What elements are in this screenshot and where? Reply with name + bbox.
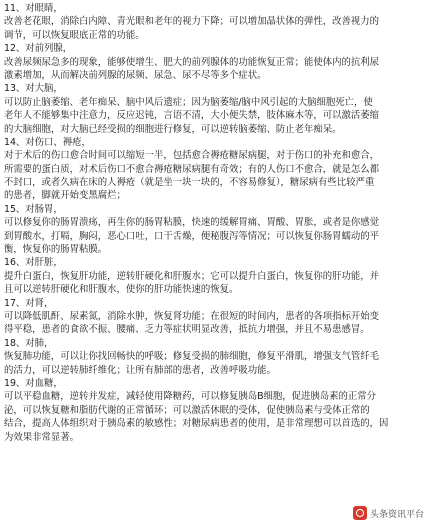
section-prostate <box>4 42 430 82</box>
paragraph-line: 调节，可以恢复眼底正常的功能。 <box>4 29 145 41</box>
paragraph-line: 泌，可以恢复糖和脂肪代谢的正常循环；可以激活休眠的受体，促使胰岛素与受体正常的 <box>4 404 370 416</box>
section-wounds <box>4 136 430 203</box>
section-heading: 17、对肾， <box>4 297 54 309</box>
paragraph-line: 对于术后的伤口愈合时间可以缩短一半，包括愈合褥疮糖尿病腿，对于伤口的补充和愈合， <box>4 150 380 162</box>
paragraph-line: 为效果非常显著。 <box>4 431 80 443</box>
paragraph-line: 衡，恢复你的肠胃粘膜。 <box>4 244 108 256</box>
section-heading: 12、对前列腺， <box>4 43 73 55</box>
paragraph-line: 不封口，或者久病在床的人褥疮（就是坐一块一块的，不容易修复），糖尿病有些比较严重 <box>4 177 375 189</box>
section-stomach <box>4 203 430 257</box>
paragraph-line: 且可以逆转肝硬化和肝腹水，使你的肝功能快速的恢复。 <box>4 284 239 296</box>
section-eyes <box>4 2 430 42</box>
section-heading: 15、对肠胃， <box>4 203 63 215</box>
toutiao-logo-icon <box>353 506 367 520</box>
paragraph-line: 可以防止脑萎缩、老年痴呆、脑中风后遗症；因为脑萎缩/脑中风引起的大脑细胞死亡，使 <box>4 96 373 108</box>
section-heading: 11、对眼睛， <box>4 3 63 14</box>
paragraph-line: 提升白蛋白，恢复肝功能，逆转肝硬化和肝腹水；它可以提升白蛋白，恢复你的肝功能，并 <box>4 270 380 282</box>
paragraph-line: 的患者，脚就开始变黑腐烂； <box>4 190 126 202</box>
paragraph-line: 得平稳，患者的食欲不振、腰痛、乏力等症状明显改善，抵抗力增强，并且不易患感冒。 <box>4 324 370 336</box>
section-heading: 18、对肺， <box>4 337 54 349</box>
paragraph-line: 的大脑细胞，对大脑已经受损的细胞进行修复，可以逆转脑萎缩、防止老年痴呆。 <box>4 123 342 135</box>
paragraph-line: 恢复肺功能，可以让你找回畅快的呼吸；修复受损的肺细胞，修复平滑肌，增强支气管纤毛 <box>4 351 380 363</box>
section-heading: 14、对伤口、褥疮， <box>4 136 91 148</box>
section-heading: 16、对肝脏， <box>4 257 63 269</box>
watermark-text: 头条资讯平台 <box>369 509 424 520</box>
document-body <box>4 2 430 444</box>
paragraph-line: 可以降低肌酐、尿素氮，消除水肿，恢复肾功能；在很短的时间内，患者的各项指标开始变 <box>4 310 380 322</box>
section-liver <box>4 256 430 296</box>
paragraph-line: 所需要的蛋白质，对术后伤口不愈合褥疮糖尿病腿有奇效；有的人伤口不愈合，就是怎么都 <box>4 163 380 175</box>
section-lung <box>4 337 430 377</box>
paragraph-line: 可以平稳血糖，逆转并发症，减轻使用降糖药，可以修复胰岛B细胞，促进胰岛素的正常分 <box>4 391 377 403</box>
section-blood-sugar <box>4 377 430 444</box>
section-kidney <box>4 297 430 337</box>
paragraph-line: 改善老花眼，消除白内障、青光眼和老年的视力下降；可以增加晶状体的弹性，改善视力的 <box>4 16 380 28</box>
paragraph-line: 激素增加，从而解决前列腺的尿频、尿急、尿不尽等多个症状。 <box>4 69 267 81</box>
paragraph-line: 老年人不能够集中注意力，反应迟钝，言语不清，大小便失禁，肢体麻木等，可以激活萎缩 <box>4 110 380 122</box>
section-heading: 13、对大脑， <box>4 83 63 95</box>
section-brain <box>4 82 430 136</box>
paragraph-line: 的活力，可以逆转肺纤维化；让所有肺部的患者，改善呼吸功能。 <box>4 364 276 376</box>
section-heading: 19、对血糖， <box>4 377 63 389</box>
paragraph-line: 可以修复你的肠胃溃疡，再生你的肠胃粘膜，快速的缓解胃痛、胃酸、胃胀，或者是你感觉 <box>4 217 380 229</box>
paragraph-line: 到胃酸水，打嗝，胸闷，恶心口吐，口干舌燥，便秘腹泻等情况；可以恢复你肠胃蠕动的平 <box>4 230 380 242</box>
watermark <box>350 505 427 521</box>
paragraph-line: 改善尿频尿急多的现象，能够使增生、肥大的前列腺体的功能恢复正常；能使体内的抗利尿 <box>4 56 380 68</box>
paragraph-line: 结合，提高人体组织对于胰岛素的敏感性；对糖尿病患者的使用，是非常理想可以首选的，因 <box>4 418 389 430</box>
